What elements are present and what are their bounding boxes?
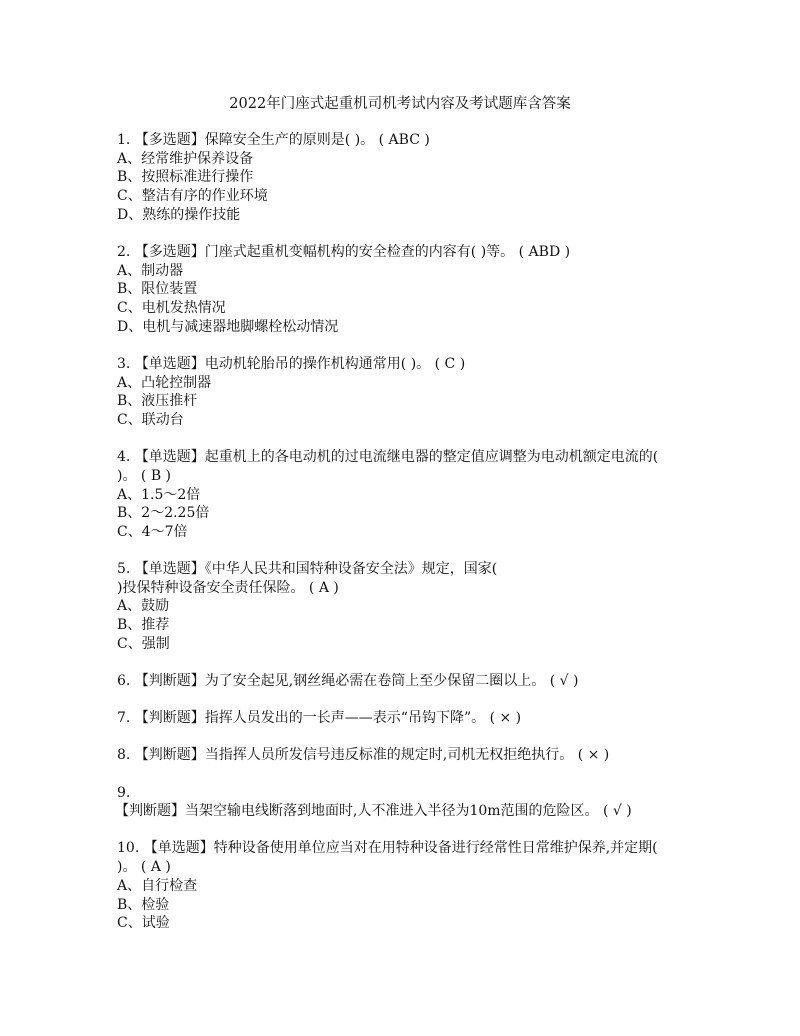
question-4: [117, 448, 697, 541]
option-b: B、检验: [117, 896, 170, 913]
option-d: D、熟练的操作技能: [117, 206, 241, 223]
question-6: [117, 672, 697, 691]
option-a: A、凸轮控制器: [117, 374, 212, 391]
option-b: B、按照标准进行操作: [117, 169, 254, 186]
document-title: 2022年门座式起重机司机考试内容及考试题库含答案: [229, 96, 571, 112]
option-d: D、电机与减速器地脚螺栓松动情况: [117, 318, 339, 335]
question-text-continued: )投保特种设备安全责任保险。 ( A ): [117, 579, 339, 596]
option-b: B、推荐: [117, 617, 170, 634]
option-a: A、制动器: [117, 262, 184, 279]
question-text: 4. 【单选题】起重机上的各电动机的过电流继电器的整定值应调整为电动机额定电流的(: [117, 449, 659, 466]
option-b: B、液压推杆: [117, 393, 198, 410]
question-text: 1. 【多选题】保障安全生产的原则是( )。 ( ABC ): [117, 132, 430, 148]
option-a: A、经常维护保养设备: [117, 150, 254, 167]
question-text: 3. 【单选题】电动机轮胎吊的操作机构通常用( )。 ( C ): [117, 355, 466, 372]
option-a: A、自行检查: [117, 877, 198, 894]
option-b: B、限位装置: [117, 281, 198, 298]
option-c: C、电机发热情况: [117, 300, 226, 316]
question-2: [117, 243, 697, 336]
option-c: C、试验: [117, 915, 170, 932]
question-text: 7. 【判断题】指挥人员发出的一长声——表示“吊钩下降”。 ( × ): [117, 710, 522, 727]
question-9: [117, 784, 697, 821]
question-7: [117, 709, 697, 728]
option-a: A、鼓励: [117, 598, 170, 615]
question-text-continued: )。 ( A ): [117, 859, 171, 876]
question-3: [117, 355, 697, 430]
question-10: [117, 839, 697, 932]
question-list: [117, 131, 697, 951]
question-text: 2. 【多选题】门座式起重机变幅机构的安全检查的内容有( )等。 ( ABD ): [117, 243, 571, 260]
option-b: B、2～2.25倍: [117, 505, 210, 522]
question-1: [117, 131, 697, 224]
question-text-continued: )。 ( B ): [117, 467, 172, 484]
option-c: C、4～7倍: [117, 523, 188, 540]
question-text: 10. 【单选题】特种设备使用单位应当对在用特种设备进行经常性日常维护保养,并定期(: [117, 840, 658, 857]
question-text: 6. 【判断题】为了安全起见,钢丝绳必需在卷筒上至少保留二圈以上。 ( √ ): [117, 673, 579, 689]
question-number: 9.: [117, 784, 131, 801]
question-text: 【判断题】当架空输电线断落到地面时,人不准进入半径为10m范围的危险区。 ( √ ): [115, 803, 632, 820]
option-a: A、1.5～2倍: [117, 486, 201, 503]
option-c: C、强制: [117, 635, 170, 652]
option-c: C、联动台: [117, 411, 184, 428]
question-5: [117, 560, 697, 653]
question-text: 8. 【判断题】当指挥人员所发信号违反标准的规定时,司机无权拒绝执行。 ( × ): [117, 747, 610, 764]
question-text: 5. 【单选题】《中华人民共和国特种设备安全法》规定，国家(: [117, 561, 498, 578]
option-c: C、整洁有序的作业环境: [117, 188, 268, 205]
question-8: [117, 746, 697, 765]
